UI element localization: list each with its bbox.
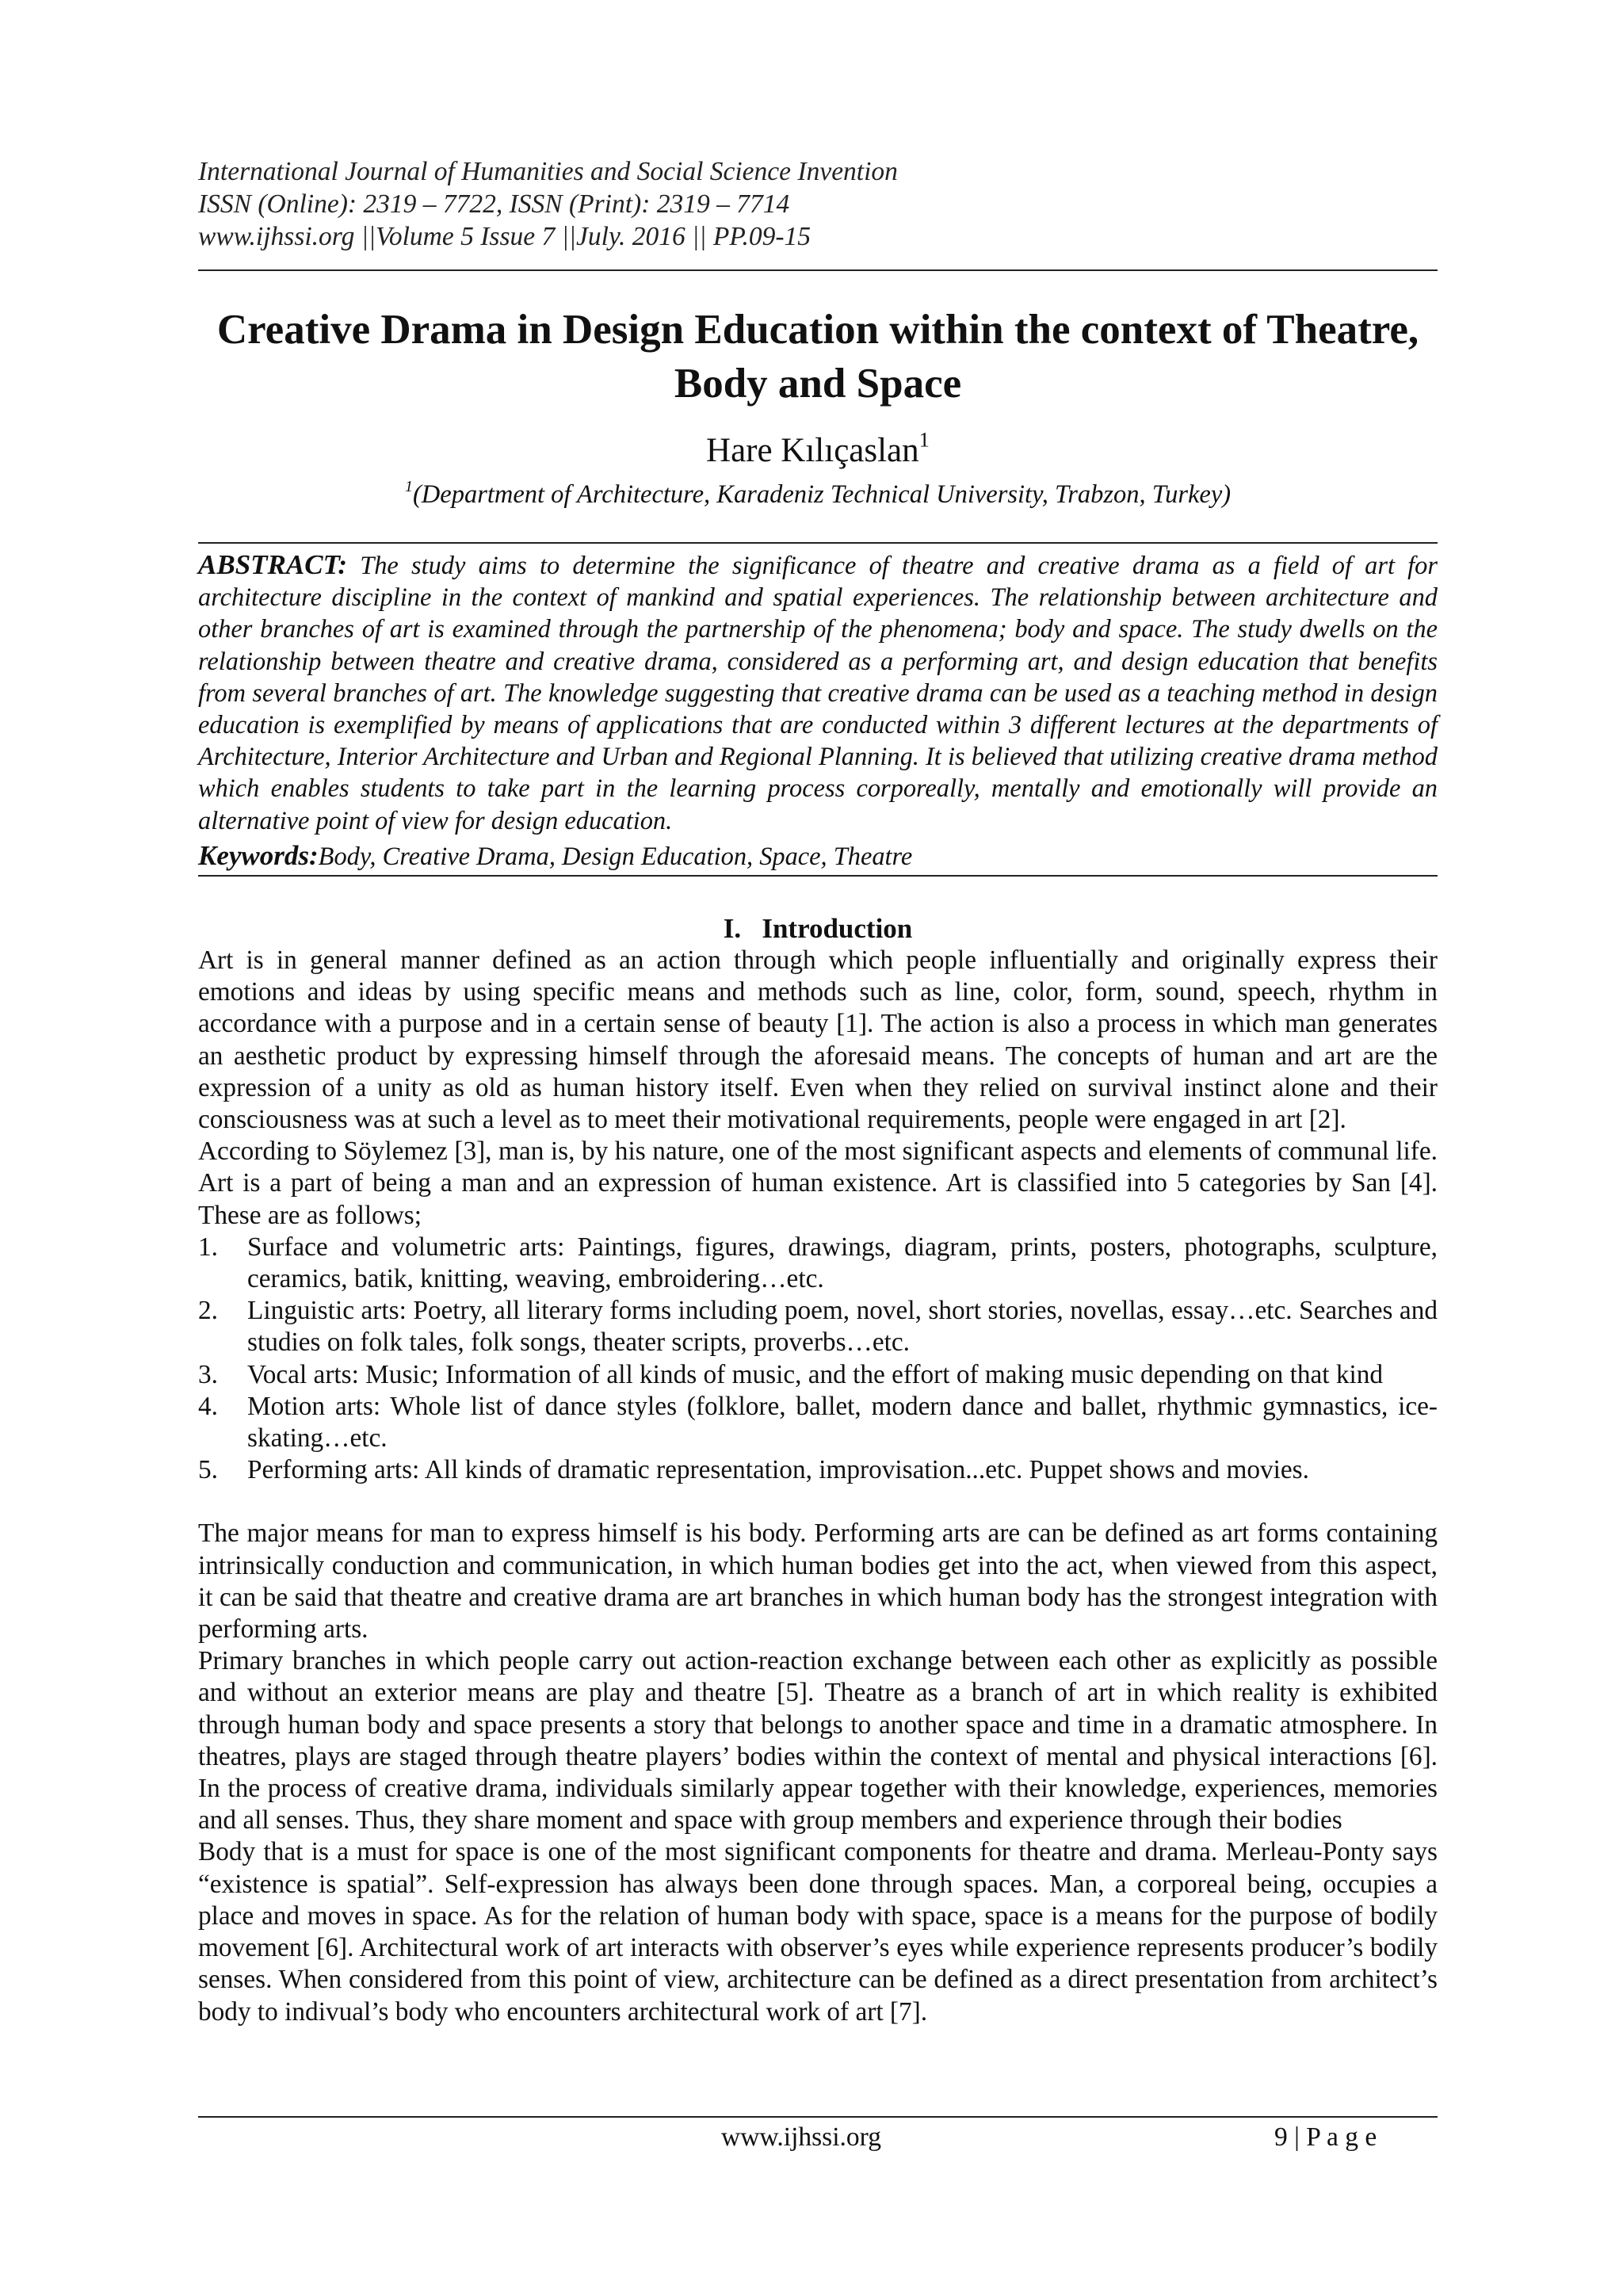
keywords (198, 839, 1438, 873)
list-item (198, 1295, 1438, 1358)
abstract-text: The study aims to determine the significance of theatre and creative drama as a field of art for architecture discipline in the context of mankind and spatial experiences. The relationship between architecture and other branches of art is examined through the partnership of the phenomena; body and space. The study dwells on the relationship between theatre and creative drama, considered as a performing art, and design education that benefits from several branches of art. The knowledge suggesting that creative drama can be used as a teaching method in design education is exemplified by means of applications that are conducted within 3 different lectures at the departments of Architecture, Interior Architecture and Urban and Regional Planning. It is believed that utilizing creative drama method which enables students to take part in the learning process corporeally, mentally and emotionally will provide an alternative point of view for design education. (198, 552, 1438, 835)
list-text: Motion arts: Whole list of dance styles (folklore, ballet, modern dance and ballet, rhythmic gymnastics, ice-skating…etc. (247, 1391, 1438, 1454)
list-number: 1. (198, 1232, 218, 1262)
abstract (198, 549, 1438, 837)
keywords-text: Body, Creative Drama, Design Education, Space, Theatre (318, 842, 913, 871)
list-text: Performing arts: All kinds of dramatic representation, improvisation...etc. Puppet shows and movies. (247, 1455, 1309, 1485)
header-rule (198, 269, 1438, 271)
list-text: Surface and volumetric arts: Paintings, figures, drawings, diagram, prints, posters, photographs, sculpture, ceramics, batik, knitting, weaving, embroidering…etc. (247, 1232, 1438, 1294)
abstract-top-rule (198, 542, 1438, 544)
author-name: Hare Kılıçaslan (706, 432, 919, 469)
list-item (198, 1454, 1438, 1486)
list-text: Linguistic arts: Poetry, all literary forms including poem, novel, short stories, novellas, essay…etc. Searches and studies on folk tales, folk songs, theater scripts, proverbs…etc. (247, 1296, 1438, 1358)
section-heading: I. Introduction (723, 913, 913, 944)
paragraph: According to Söylemez [3], man is, by his nature, one of the most significant aspects and elements of communal life. Art is a part of being a man and an expression of human existence. Art is classified into 5 categories by San [4]. These are as follows; (198, 1137, 1438, 1230)
journal-name: International Journal of Humanities and Social Science Invention (198, 157, 898, 186)
list-item (198, 1359, 1438, 1391)
paper-title: Creative Drama in Design Education within the context of Theatre, Body and Space (216, 307, 1419, 407)
keywords-bottom-rule (198, 875, 1438, 877)
paragraph: Art is in general manner defined as an action through which people influentially and originally express their emotions and ideas by using specific means and methods such as line, color, form, sound, speech, rhythm in accordance with a purpose and in a certain sense of beauty [1]. The action is also a process in which man generates an aesthetic product by expressing himself through the aforesaid means. The concepts of human and art are the expression of a unity as old as human history itself. Even when they relied on survival instinct alone and their consciousness was at such a level as to meet their motivational requirements, people were engaged in art [2]. (198, 946, 1438, 1135)
list-number: 3. (198, 1359, 218, 1389)
affiliation-superscript: 1 (404, 477, 413, 495)
list-number: 5. (198, 1455, 218, 1485)
list-item (198, 1232, 1438, 1295)
list-number: 4. (198, 1391, 218, 1421)
page-number: 9 | P a g e (1274, 2122, 1377, 2152)
affiliation-line (198, 477, 1438, 512)
list-item (198, 1391, 1438, 1454)
paragraph: Body that is a must for space is one of the most significant components for theatre and drama. Merleau-Ponty says “existence is spatial”. Self-expression has always been done through spaces. Man, a corporeal being, occupies a place and moves in space. As for the relation of human body with space, space is a means for the purpose of bodily movement [6]. Architectural work of art interacts with observer’s eyes while experience represents producer’s bodily senses. When considered from this point of view, architecture can be defined as a direct presentation from architect’s body to indivual’s body who encounters architectural work of art [7]. (198, 1837, 1438, 2027)
journal-volume: www.ijhssi.org ||Volume 5 Issue 7 ||July. 2016 || PP.09-15 (198, 222, 812, 251)
paragraph: The major means for man to express himself is his body. Performing arts are can be defined as art forms containing intrinsically conduction and communication, in which human bodies get into the act, when viewed from this aspect, it can be said that theatre and creative drama are art branches in which human body has the strongest integration with performing arts. (198, 1519, 1438, 1645)
art-categories-list (198, 1232, 1438, 1487)
journal-header (198, 155, 1442, 253)
journal-issn: ISSN (Online): 2319 – 7722, ISSN (Print): 2319 – 7714 (198, 189, 790, 219)
list-number: 2. (198, 1296, 218, 1326)
author-superscript: 1 (918, 427, 930, 452)
keywords-label: Keywords: (198, 840, 319, 871)
list-text: Vocal arts: Music; Information of all kinds of music, and the effort of making music depending on that kind (247, 1359, 1384, 1389)
affiliation-text: (Department of Architecture, Karadeniz Technical University, Trabzon, Turkey) (412, 480, 1232, 509)
section-body (198, 945, 1438, 2028)
footer-url: www.ijhssi.org (721, 2122, 881, 2152)
author-line (198, 427, 1438, 472)
footer-rule (198, 2116, 1438, 2118)
paragraph: Primary branches in which people carry out action-reaction exchange between each other as explicitly as possible and without an exterior means are play and theatre [5]. Theatre as a branch of art in which reality is exhibited through human body and space presents a story that belongs to another space and time in a dramatic atmosphere. In theatres, plays are staged through theatre players’ bodies within the context of mental and physical interactions [6]. In the process of creative drama, individuals similarly appear together with their knowledge, experiences, memories and all senses. Thus, they share moment and space with group members and experience through their bodies (198, 1646, 1438, 1836)
abstract-label: ABSTRACT: (198, 549, 348, 580)
